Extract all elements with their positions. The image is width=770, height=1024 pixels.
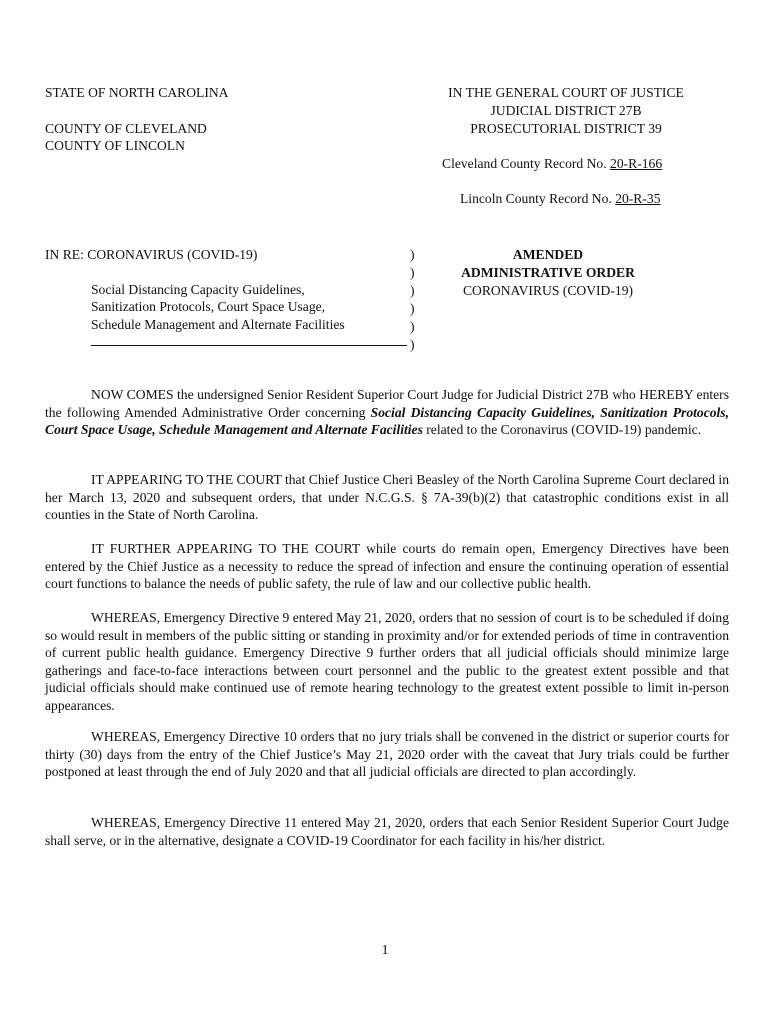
paragraph-it-appearing [45,471,729,524]
prosecutorial-district: PROSECUTORIAL DISTRICT 39 [470,121,662,136]
paren: ) [410,283,415,298]
order-title-amended: AMENDED [512,247,584,262]
court-heading: IN THE GENERAL COURT OF JUSTICE [448,85,684,100]
county-lincoln: COUNTY OF LINCOLN [45,138,185,153]
paragraph-text: IT APPEARING TO THE COURT that Chief Justice Cheri Beasley of the North Carolina Supreme Court declared in her March 13, 2020 and subsequent orders, that under N.C.G.S. § 7A-39(b)(2) that catastrophic conditions exist in all counties in the State of North Carolina. [45,472,729,523]
paragraph-text: NOW COMES the undersigned Senior Resident Superior Court Judge for Judicial District 27B who HEREBY enters the following Amended Administrative Order concerning [45,387,729,420]
paren: ) [410,265,415,280]
paragraph-text: IT FURTHER APPEARING TO THE COURT while courts do remain open, Emergency Directives have been entered by the Chief Justice as a necessity to reduce the spread of infection and ensure the continuing operation of essential court functions to balance the needs of public safety, the rule of law and our collective public health. [45,541,729,592]
cleveland-record-number: 20-R-166 [610,156,663,171]
paragraph-text: WHEREAS, Emergency Directive 10 orders that no jury trials shall be convened in the district or superior courts for thirty (30) days from the entry of the Chief Justice’s May 21, 2020 order with the caveat that Jury trials could be further postponed at least through the end of July 2020 and that all judicial officials are directed to plan accordingly. [45,729,729,780]
paragraph-directive-11 [45,814,729,849]
cleveland-record-label: Cleveland County Record No. [442,156,611,171]
page-number: 1 [381,942,389,957]
caption-parens [410,246,415,354]
judicial-district: JUDICIAL DISTRICT 27B [490,103,642,118]
county-cleveland: COUNTY OF CLEVELAND [45,121,207,136]
paragraph-text: WHEREAS, Emergency Directive 11 entered May 21, 2020, orders that each Senior Resident Superior Court Judge shall serve, or in the alternative, designate a COVID-19 Coordinator for each facility in his/her district. [45,815,729,848]
order-title-subject: CORONAVIRUS (COVID-19) [462,283,634,298]
lincoln-record-label: Lincoln County Record No. [460,191,616,206]
paren: ) [410,301,415,316]
paragraph-directive-10 [45,728,729,781]
caption-subject-2: Sanitization Protocols, Court Space Usage, [91,299,326,314]
caption-subject-3: Schedule Management and Alternate Facilities [91,317,345,332]
paren: ) [410,247,415,262]
paragraph-it-further-appearing [45,540,729,593]
paragraph-text: related to the Coronavirus (COVID-19) pandemic. [422,422,702,438]
paragraph-directive-9 [45,609,729,715]
in-re-line: IN RE: CORONAVIRUS (COVID-19) [45,247,258,262]
paragraph-text: WHEREAS, Emergency Directive 9 entered May 21, 2020, orders that no session of court is to be scheduled if doing so would result in members of the public sitting or standing in proximity and/or for extended periods of time in contravention of current public health guidance. Emergency Directive 9 further orders that all judicial officials should minimize large gatherings and face-to-face interactions between court personnel and the public to the greatest extent possible and that judicial officials should make continued use of remote hearing technology to the greatest extent possible to limit in-person appearances. [45,610,729,713]
lincoln-record [460,190,661,208]
cleveland-record [442,155,662,173]
lincoln-record-number: 20-R-35 [615,191,661,206]
order-title-administrative: ADMINISTRATIVE ORDER [461,265,635,280]
paragraph-now-comes [45,386,729,439]
caption-rule [91,345,407,346]
paren: ) [410,319,415,334]
caption-subject-1: Social Distancing Capacity Guidelines, [91,282,305,297]
state-heading: STATE OF NORTH CAROLINA [45,85,229,100]
paren: ) [410,337,415,352]
paragraph-emphasis: Social Distancing Capacity Guidelines, Sanitization Protocols, Court Space Usage, Schedule Management and Alternate Facilities [45,404,729,438]
